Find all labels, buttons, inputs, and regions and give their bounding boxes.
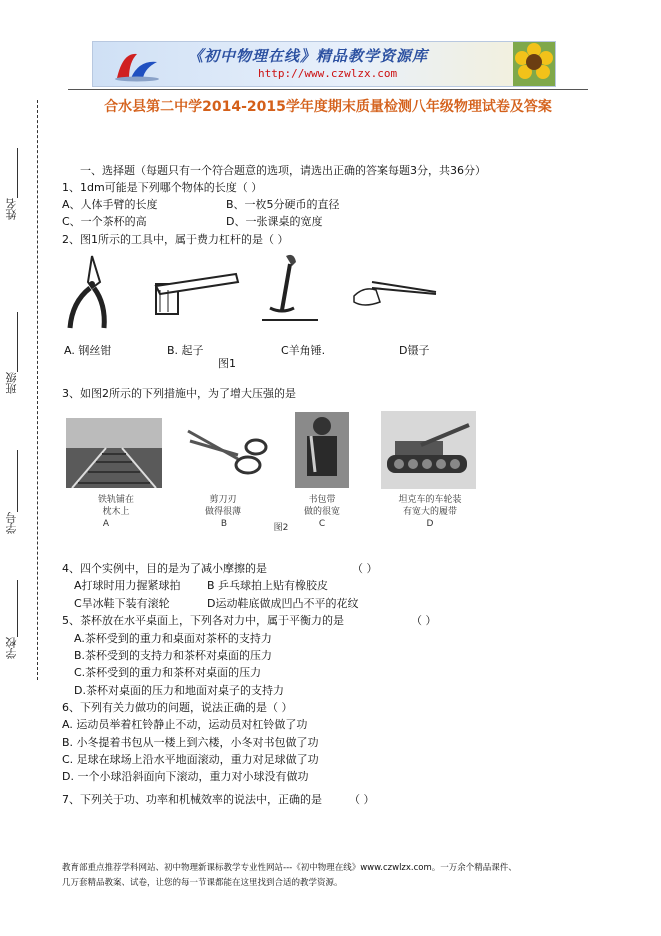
margin-label-school: 学校	[5, 637, 18, 659]
railway-photo	[66, 418, 162, 488]
header-divider	[68, 89, 588, 90]
footer-line-1: 教育部重点推荐学科网站、初中物理新课标教学专业性网站---《初中物理在线》www.czwlzx.com。一万余个精品课件、	[62, 863, 517, 873]
q4-option-d: D运动鞋底做成凹凸不平的花纹	[207, 597, 359, 610]
q1-option-d: D、一张课桌的宽度	[226, 215, 323, 228]
q1-option-a: A、人体手臂的长度	[62, 198, 158, 211]
q5-answer-paren: （ ）	[411, 614, 437, 627]
tank-photo	[381, 411, 476, 489]
margin-blank-class	[17, 312, 18, 372]
q3-stem: 3、如图2所示的下列措施中，为了增大压强的是	[62, 387, 296, 400]
q6-option-a: A. 运动员举着杠铃静止不动，运动员对杠铃做了功	[62, 718, 308, 731]
q6-option-b: B. 小冬提着书包从一楼上到六楼，小冬对书包做了功	[62, 736, 319, 749]
q2-label-b: B. 起子	[167, 344, 204, 357]
sunflower-icon	[513, 42, 555, 86]
site-logo-icon	[113, 48, 161, 82]
q6-option-d: D. 一个小球沿斜面向下滚动，重力对小球没有做功	[62, 770, 309, 783]
q5-option-d: D.茶杯对桌面的压力和地面对桌子的支持力	[74, 684, 284, 697]
q2-label-a: A. 钢丝钳	[64, 344, 112, 357]
q1-option-b: B、一枚5分硬币的直径	[226, 198, 340, 211]
q4-option-a: A打球时用力握紧球拍	[74, 579, 181, 592]
q7-stem: 7、下列关于功、功率和机械效率的说法中，正确的是	[62, 793, 322, 806]
tweezers-illustration	[350, 262, 440, 310]
q3-letter-c: C	[318, 519, 326, 529]
q5-option-c: C.茶杯受到的重力和茶杯对桌面的压力	[74, 666, 262, 679]
q2-label-c: C羊角锤.	[281, 344, 326, 357]
q2-stem: 2、图1所示的工具中，属于费力杠杆的是（ ）	[62, 233, 289, 246]
q3-letter-a: A	[102, 519, 110, 529]
footer-line-2: 几万套精品教案、试卷，让您的每一节课都能在这里找到合适的教学资源。	[62, 878, 343, 888]
schoolbag-photo	[295, 412, 349, 488]
q6-stem: 6、下列有关力做功的问题，说法正确的是（ ）	[62, 701, 293, 714]
q5-stem: 5、茶杯放在水平桌面上，下列各对力中，属于平衡力的是	[62, 614, 344, 627]
q3-letter-b: B	[220, 519, 228, 529]
q3-caption-d: 坦克车的车轮装 有宽大的履带	[398, 495, 462, 517]
q3-caption-c: 书包带 做的很宽	[303, 495, 340, 517]
section-heading: 一、选择题（每题只有一个符合题意的选项，请选出正确的答案每题3分，共36分）	[80, 164, 486, 177]
exam-title: 合水县第二中学2014-2015学年度期末质量检测八年级物理试卷及答案	[104, 99, 552, 115]
margin-label-number: 学号	[5, 512, 18, 534]
figure-2-caption: 图2	[273, 523, 289, 533]
page-footer	[62, 861, 602, 891]
q3-caption-b: 剪刀刃 做得很薄	[204, 495, 241, 517]
site-banner	[92, 41, 556, 87]
q4-stem: 4、四个实例中，目的是为了减小摩擦的是	[62, 562, 267, 575]
margin-blank-number	[17, 450, 18, 512]
pliers-illustration	[62, 252, 122, 332]
q7-answer-paren: （ ）	[349, 793, 375, 806]
q4-option-c: C旱冰鞋下装有滚轮	[74, 597, 170, 610]
figure-1-caption: 图1	[218, 357, 236, 370]
q5-option-a: A.茶杯受到的重力和桌面对茶杯的支持力	[74, 632, 272, 645]
margin-label-name: 姓名	[5, 198, 18, 220]
q1-option-c: C、一个茶杯的高	[62, 215, 147, 228]
q4-option-b: B 乒乓球拍上贴有橡胶皮	[207, 579, 329, 592]
q2-label-d: D镊子	[399, 344, 430, 357]
margin-blank-name	[17, 148, 18, 198]
scissors-illustration	[186, 425, 270, 483]
q1-stem: 1、1dm可能是下列哪个物体的长度（ ）	[62, 181, 263, 194]
q4-answer-paren: （ ）	[352, 562, 378, 575]
claw-hammer-illustration	[260, 250, 320, 325]
q3-letter-d: D	[426, 519, 434, 529]
binding-line	[37, 100, 38, 680]
q3-caption-a: 铁轨铺在 枕木上	[97, 495, 134, 517]
margin-blank-school	[17, 580, 18, 637]
banner-url[interactable]: http://www.czwlzx.com	[258, 67, 398, 80]
bottle-opener-illustration	[150, 270, 240, 316]
margin-label-class: 班级	[5, 372, 18, 394]
q5-option-b: B.茶杯受到的支持力和茶杯对桌面的压力	[74, 649, 273, 662]
banner-title: 《初中物理在线》精品教学资源库	[188, 47, 429, 65]
q6-option-c: C. 足球在球场上沿水平地面滚动，重力对足球做了功	[62, 753, 319, 766]
